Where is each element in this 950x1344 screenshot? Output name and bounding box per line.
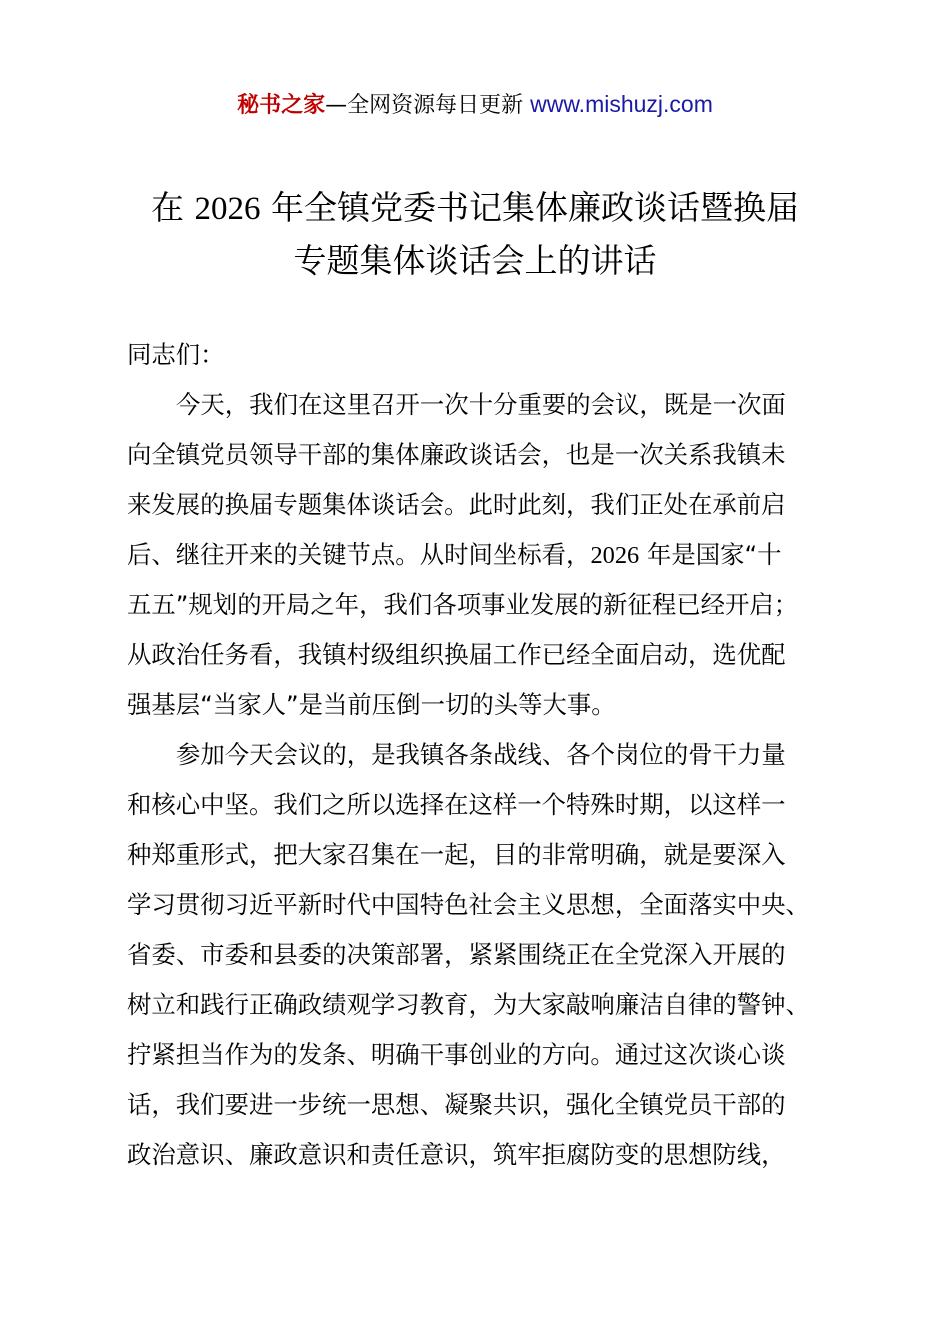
paragraph-2-line-9: 政治意识、廉政意识和责任意识，筑牢拒腐防变的思想防线， xyxy=(127,1140,786,1169)
paragraph-1-line-3: 来发展的换届专题集体谈话会。此时此刻，我们正处在承前启 xyxy=(127,490,786,519)
paragraph-2-line-8: 话，我们要进一步统一思想、凝聚共识，强化全镇党员干部的 xyxy=(127,1090,786,1119)
title-line-2: 专题集体谈话会上的讲话 xyxy=(293,241,657,280)
title-suffix: 年全镇党委书记集体廉政谈话暨换届 xyxy=(260,188,799,227)
brand-name: 秘书之家 xyxy=(237,93,326,118)
title-line-1 xyxy=(100,182,850,235)
paragraph-1-line-4 xyxy=(127,530,847,580)
paragraph-1-line-7: 强基层“当家人”是当前压倒一切的头等大事。 xyxy=(127,690,616,719)
paragraph-1-line-2: 向全镇党员领导干部的集体廉政谈话会，也是一次关系我镇未 xyxy=(127,440,786,469)
site-url-link[interactable]: www.mishuzj.com xyxy=(530,91,713,117)
banner-tagline: —全网资源每日更新 xyxy=(325,93,531,118)
site-banner xyxy=(0,88,950,122)
title-year: 2026 xyxy=(194,191,261,227)
paragraph-2-line-6: 树立和践行正确政绩观学习教育，为大家敲响廉洁自律的警钟、 xyxy=(127,990,810,1019)
paragraph-2-line-4: 学习贯彻习近平新时代中国特色社会主义思想，全面落实中央、 xyxy=(127,890,810,919)
salutation: 同志们： xyxy=(127,340,225,369)
line-4-year: 2026 xyxy=(590,542,640,569)
paragraph-2-line-3: 种郑重形式，把大家召集在一起，目的非常明确，就是要深入 xyxy=(127,840,786,869)
paragraph-2-line-7: 拧紧担当作为的发条、明确干事创业的方向。通过这次谈心谈 xyxy=(127,1040,786,1069)
paragraph-1-line-6: 从政治任务看，我镇村级组织换届工作已经全面启动，选优配 xyxy=(127,640,786,669)
paragraph-1-line-5: 五五”规划的开局之年，我们各项事业发展的新征程已经开启； xyxy=(127,590,799,619)
line-4-tail: 年是国家“十 xyxy=(639,540,782,569)
paragraph-1-line-1: 今天，我们在这里召开一次十分重要的会议，既是一次面 xyxy=(176,390,786,419)
paragraph-2-line-2: 和核心中坚。我们之所以选择在这样一个特殊时期，以这样一 xyxy=(127,790,786,819)
title-prefix: 在 xyxy=(151,188,195,227)
paragraph-2-line-5: 省委、市委和县委的决策部署，紧紧围绕正在全党深入开展的 xyxy=(127,940,786,969)
paragraph-2-line-1: 参加今天会议的，是我镇各条战线、各个岗位的骨干力量 xyxy=(176,740,786,769)
document-title xyxy=(100,182,850,287)
line-4-text: 后、继往开来的关键节点。从时间坐标看， xyxy=(127,540,591,569)
document-body xyxy=(127,330,847,1180)
